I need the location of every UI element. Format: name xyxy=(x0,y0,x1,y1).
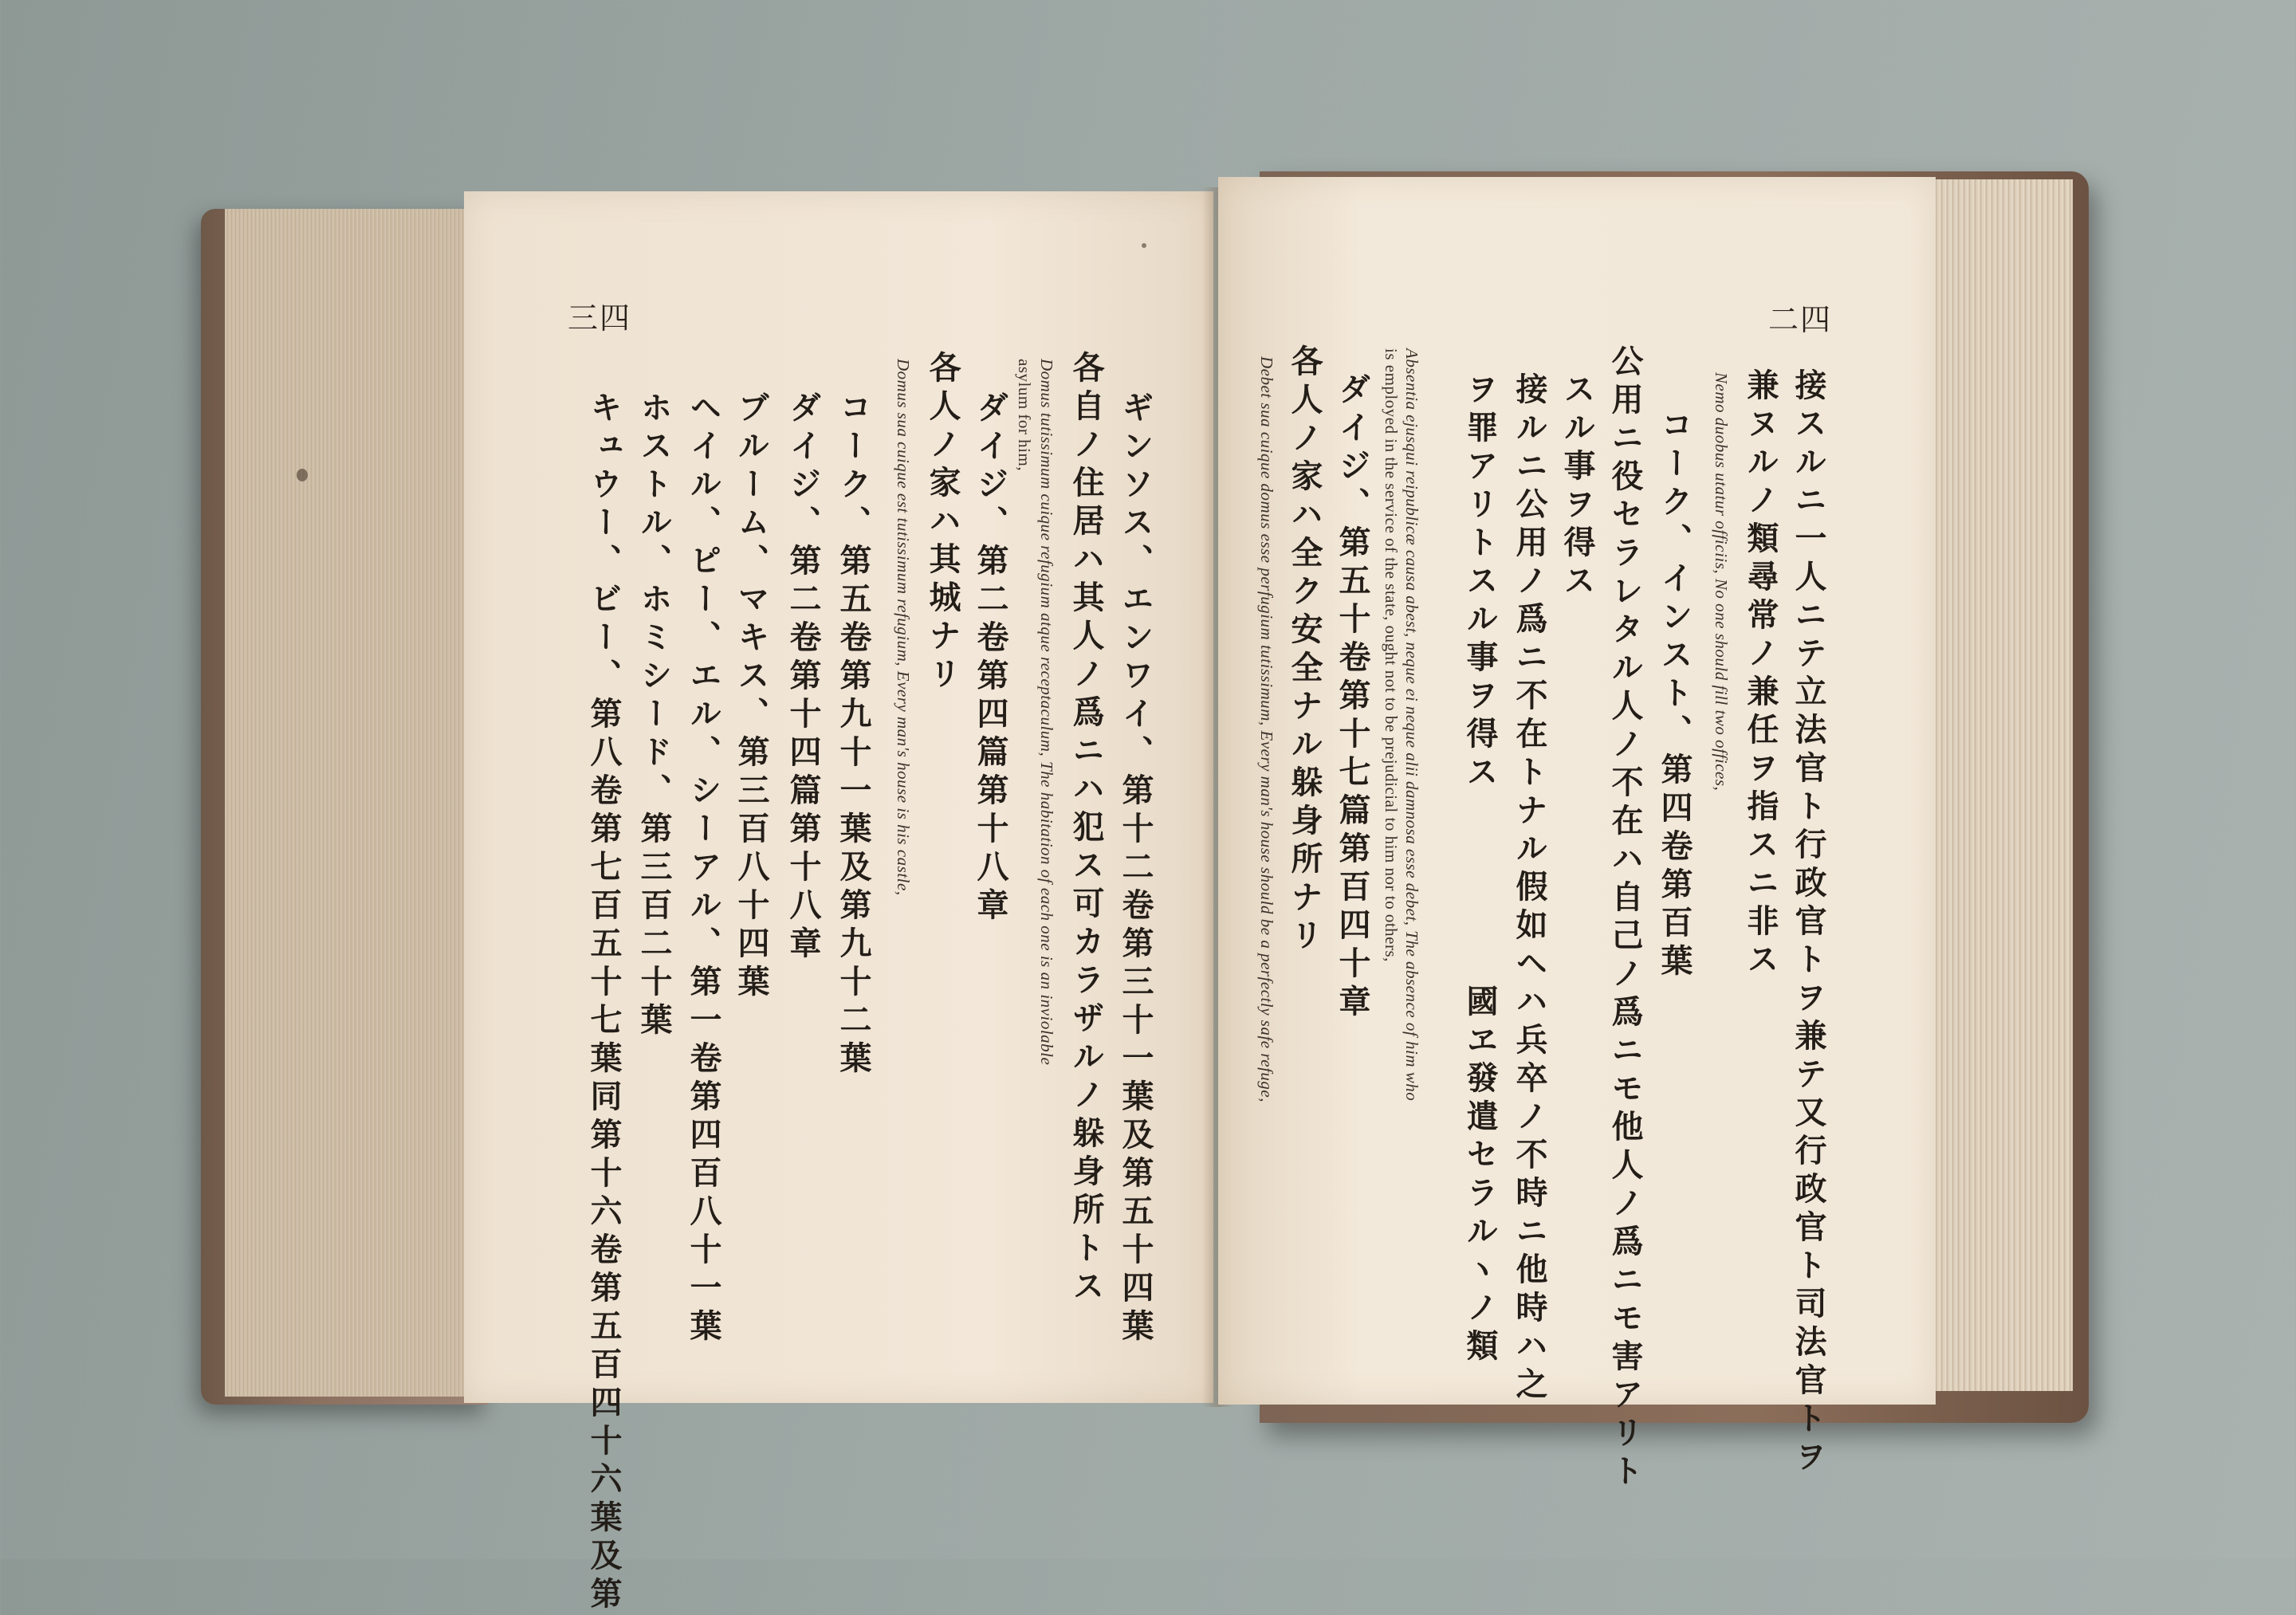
left-col-6: 各人ノ家ハ其城ナリ xyxy=(924,351,961,695)
right-col-8: ヲ罪アリトスル事ヲ得ス 國ヱ發遣セラルヽノ類 xyxy=(1461,372,1499,1367)
left-col-13: キュウー、ビー、第八卷第七百五十七葉同第十六卷第五百四十六葉及第 xyxy=(585,391,623,1615)
right-page xyxy=(1218,177,1936,1492)
right-col-9: Absentia ejusqui reipublicæ causa abest, neque ei neque alii damnosa esse debet, The absence of him who xyxy=(1402,348,1421,1102)
right-col-11: ダイジ、第五十卷第十七篇第百四十章 xyxy=(1334,372,1371,1023)
right-col-3: Nemo duobus utatur officiis, No one should fill two offices, xyxy=(1712,372,1731,792)
left-col-2: 各自ノ住居ハ其人ノ爲ニハ犯ス可カラザルノ躲身所トス xyxy=(1067,351,1105,1307)
left-col-5: ダイジ、第二卷第四篇第十八章 xyxy=(972,391,1009,926)
right-col-4: コーク、インスト、第四卷第百葉 xyxy=(1656,408,1693,982)
right-col-10: is employed in the service of the state, ought not to be prejudicial to him nor to others, xyxy=(1382,348,1401,962)
left-col-4: asylum for him, xyxy=(1015,359,1034,472)
right-col-1: 接スルニ一人ニテ立法官ト行政官トヲ兼テ又行政官ト司法官トヲ xyxy=(1790,368,1827,1478)
right-col-5: 公用ニ役セラレタル人ノ不在ハ自己ノ爲ニモ他人ノ爲ニモ害アリト xyxy=(1606,344,1644,1492)
left-col-11: ヘイル、ピー、エル、シーアル、第一卷第四百八十一葉 xyxy=(685,391,722,1347)
left-page-edges xyxy=(225,209,472,1397)
right-col-2: 兼ヌルノ類尋常ノ兼任ヲ指スニ非ス xyxy=(1742,368,1779,980)
right-col-6: スル事ヲ得ス xyxy=(1559,372,1596,602)
right-col-12: 各人ノ家ハ全ク安全ナル躲身所ナリ xyxy=(1286,344,1323,957)
right-col-13: Debet sua cuique domus esse perfugium tutissimum, Every man's house should be a perfectly safe refuge, xyxy=(1257,356,1276,1102)
left-col-1: ギンソス、エンワイ、第十二卷第三十一葉及第五十四葉 xyxy=(1117,391,1154,1347)
right-page-number: 二四 xyxy=(1768,302,1833,337)
left-col-10: ブルーム、マキス、第三百八十四葉 xyxy=(733,391,770,1003)
paper-speck xyxy=(1142,243,1146,248)
left-page xyxy=(464,191,1213,1615)
left-page-number: 三四 xyxy=(568,301,632,336)
right-col-7: 接ルニ公用ノ爲ニ不在トナル假如ヘハ兵卒ノ不時ニ他時ハ之 xyxy=(1511,372,1548,1405)
left-col-12: ホストル、ホミシード、第三百二十葉 xyxy=(635,391,673,1041)
edge-stain xyxy=(297,469,308,481)
left-col-8: コーク、第五卷第九十一葉及第九十二葉 xyxy=(835,391,872,1079)
left-col-9: ダイジ、第二卷第十四篇第十八章 xyxy=(784,391,822,965)
left-col-3: Domus tutissimum cuique refugium atque receptaculum, The habitation of each one is an inviolable xyxy=(1037,359,1056,1066)
left-col-7: Domus sua cuique est tutissimum refugium, Every man's house is his castle, xyxy=(894,359,913,896)
right-page-edges xyxy=(1921,179,2073,1391)
